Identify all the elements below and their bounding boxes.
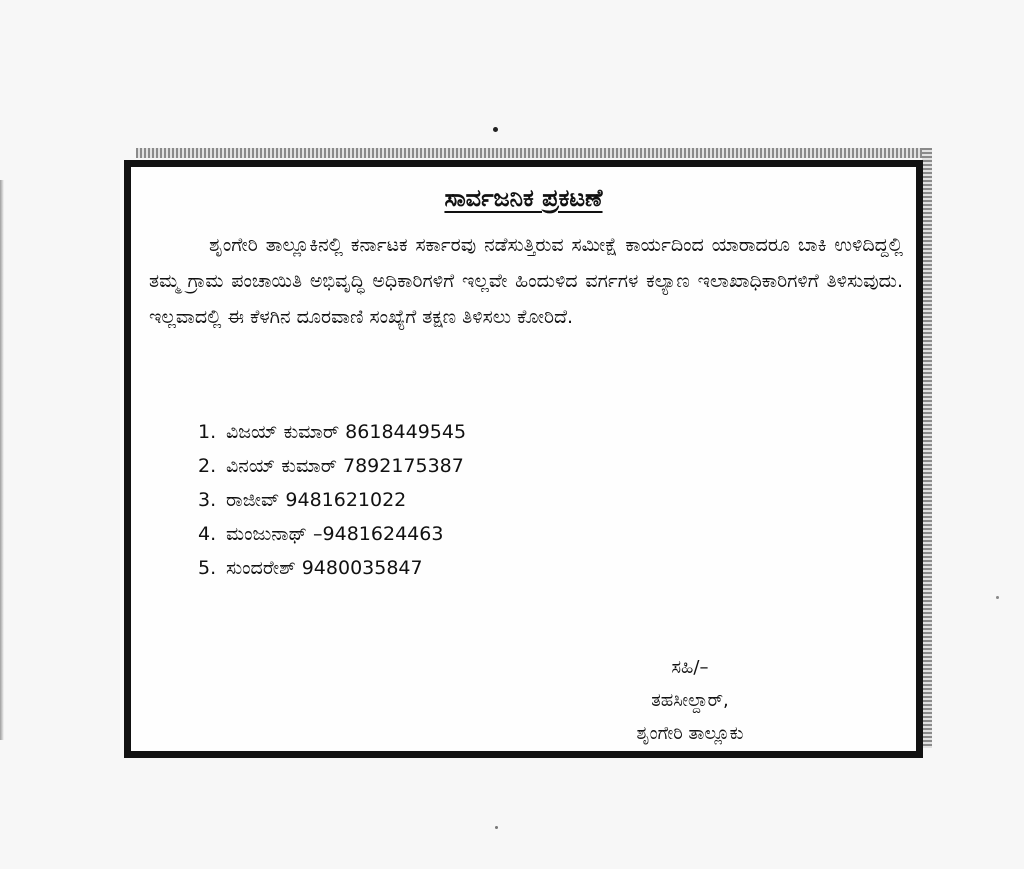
contact-text: ಮಂಜುನಾಥ್ –9481624463 [226,523,444,545]
contact-item [198,551,698,585]
contact-text: ರಾಜೀವ್ 9481621022 [226,489,407,511]
contact-item [198,415,698,449]
contact-number: 5. [198,557,217,579]
contact-item [198,449,698,483]
contact-text: ಸುಂದರೇಶ್ 9480035847 [226,557,423,579]
signatory-title: ತಹಸೀಲ್ದಾರ್, [651,690,729,711]
contact-text: ವಿನಯ್ ಕುಮಾರ್ 7892175387 [226,455,464,477]
contact-item [198,517,698,551]
scan-speck [495,826,498,829]
box-shadow-right [922,148,932,748]
contact-item [198,483,698,517]
scan-speck [996,596,999,599]
notice-box [124,160,923,758]
contact-text: ವಿಜಯ್ ಕುಮಾರ್ 8618449545 [226,421,467,443]
signatory-office: ಶೃಂಗೇರಿ ತಾಲ್ಲೂಕು [636,723,744,744]
scan-speck [493,127,498,132]
contact-number: 3. [198,489,217,511]
signature-mark: ಸಹಿ/– [671,657,709,678]
contact-number: 2. [198,455,217,477]
box-shadow-top [136,148,932,158]
contact-list [198,415,698,585]
notice-title [131,183,916,213]
notice-body: ಶೃಂಗೇರಿ ತಾಲ್ಲೂಕಿನಲ್ಲಿ ಕರ್ನಾಟಕ ಸರ್ಕಾರವು ನಡೆಸುತ್ತಿರುವ ಸಮೀಕ್ಷೆ ಕಾರ್ಯದಿಂದ ಯಾರಾದರೂ ಬಾಕಿ ಉಳಿದಿದ್ದಲ್ಲಿ ತಮ್ಮ ಗ್ರಾಮ ಪಂಚಾಯಿತಿ ಅಭಿವೃದ್ಧಿ ಅಧಿಕಾರಿಗಳಿಗೆ ಇಲ್ಲವೇ ಹಿಂದುಳಿದ ವರ್ಗಗಳ ಕಲ್ಯಾಣ ಇಲಾಖಾಧಿಕಾರಿಗಳಿಗೆ ತಿಳಿಸುವುದು. ಇಲ್ಲವಾದಲ್ಲಿ ಈ ಕೆಳಗಿನ ದೂರವಾಣಿ ಸಂಖ್ಯೆಗೆ ತಕ್ಷಣ ತಿಳಿಸಲು ಕೋರಿದೆ. [149,234,903,328]
scan-edge-shadow [0,180,4,740]
contact-number: 1. [198,421,217,443]
notice-title-text: ಸಾರ್ವಜನಿಕ ಪ್ರಕಟಣೆ [444,184,603,212]
signature-block [575,651,805,750]
contact-number: 4. [198,523,217,545]
